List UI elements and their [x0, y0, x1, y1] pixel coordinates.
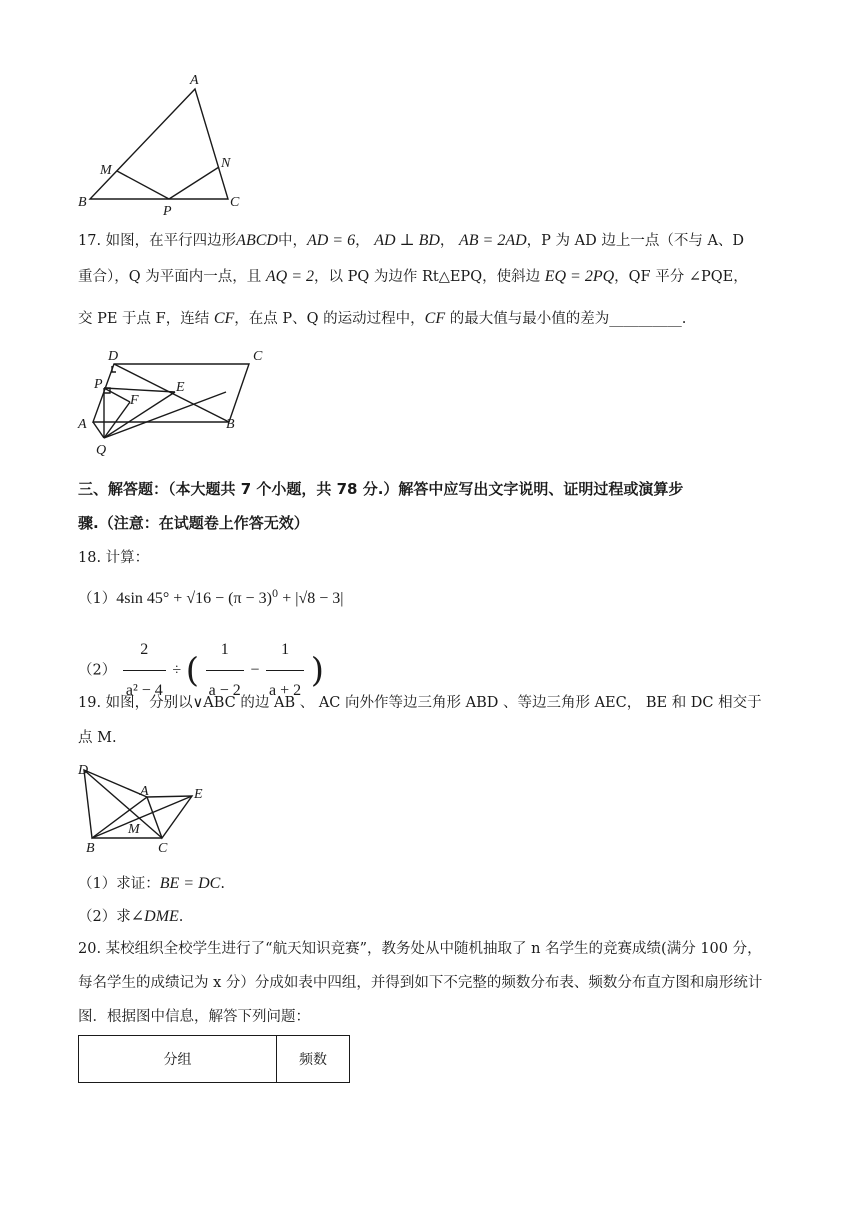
q18-part-2: （2） $\frac{2}{\text{a² − 4}}$ ÷ ( $\frac{1}{a - 2}$ − $\frac{1}{a + 2}$ )	[78, 630, 324, 711]
fig3-label-E: E	[194, 787, 203, 802]
fig1-label-B: B	[78, 195, 87, 210]
q18-part-1: （1）4sin $45^\circ + √16 - (\pi - 3)^0 + |√8 - 3|$	[78, 589, 344, 607]
fig2-label-P: P	[94, 377, 103, 392]
fig2-label-A: A	[78, 417, 87, 432]
q20-line-3: 图．根据图中信息，解答下列问题：	[78, 1009, 310, 1025]
fig1-label-C: C	[230, 195, 240, 210]
fig2-label-C: C	[253, 349, 263, 364]
fig2-label-D: D	[108, 349, 119, 364]
fig3-label-C: C	[158, 841, 168, 856]
fig3-label-A: A	[140, 784, 149, 799]
fig2-label-B: B	[226, 417, 235, 432]
fig2-label-E: E	[176, 380, 185, 395]
fig1-label-A: A	[190, 73, 199, 88]
fig3-label-D: D	[78, 763, 89, 778]
fig2-label-Q: Q	[96, 443, 107, 458]
section3-heading-line-2: 骤.（注意：在试题卷上作答无效）	[78, 514, 309, 532]
table-header-frequency: 频数	[277, 1036, 350, 1083]
fig1-label-M: M	[100, 163, 112, 178]
table-row	[79, 1036, 350, 1083]
equilateral-triangles-figure	[72, 760, 212, 856]
fig3-label-B: B	[86, 841, 95, 856]
fraction-2: $\frac{1}{a - 2}$	[206, 630, 244, 711]
q20-line-2: 每名学生的成绩记为 x 分）分成如表中四组，并得到如下不完整的频数分布表、频数分布直方图和扇形统计	[78, 975, 763, 991]
q20-line-1: 20. 某校组织全校学生进行了“航天知识竞赛”，教务处从中随机抽取了 n 名学生的竞赛成绩(满分 100 分，	[78, 941, 762, 957]
fig3-label-M: M	[128, 822, 140, 837]
q19-part-2: （2）求∠DME.	[78, 908, 184, 925]
triangle-figure-top	[78, 70, 258, 215]
fraction-1: $\frac{2}{\text{a² − 4}}$	[123, 630, 166, 711]
fraction-3: $\frac{1}{a + 2}$	[266, 630, 304, 711]
q19-line-2: 点 M.	[78, 730, 117, 746]
q19-line-1: 19. 如图，分别以∨ABC 的边 AB 、 AC 向外作等边三角形 ABD 、等边三角形 AEC， BE 和 DC 相交于	[78, 695, 762, 711]
q17-line-3: 交 PE 于点 F，连结 CF，在点 P、Q 的运动过程中，CF 的最大值与最小值的差为__________.	[78, 310, 687, 327]
parallelogram-figure	[76, 344, 276, 460]
q18-title: 18. 计算：	[78, 550, 150, 566]
section3-heading-line-1: 三、解答题：（本大题共 7 个小题，共 78 分.）解答中应写出文字说明、证明过程或演算步	[78, 480, 684, 498]
q19-part-1: （1）求证：BE = DC.	[78, 875, 225, 892]
table-header-group: 分组	[79, 1036, 277, 1083]
q17-line-2: 重合），Q 为平面内一点，且 AQ = 2，以 PQ 为边作 Rt△EPQ，使斜边 EQ = 2PQ，QF 平分 ∠PQE，	[78, 268, 748, 285]
q17-line-1: 17. 如图，在平行四边形ABCD中，AD = 6， AD ⊥ BD， AB = 2AD，P 为 AD 边上一点（不与 A、D	[78, 232, 745, 249]
fig1-label-P: P	[163, 204, 172, 215]
fig2-label-F: F	[130, 393, 139, 408]
fig1-label-N: N	[221, 156, 231, 171]
frequency-table	[78, 1035, 350, 1083]
